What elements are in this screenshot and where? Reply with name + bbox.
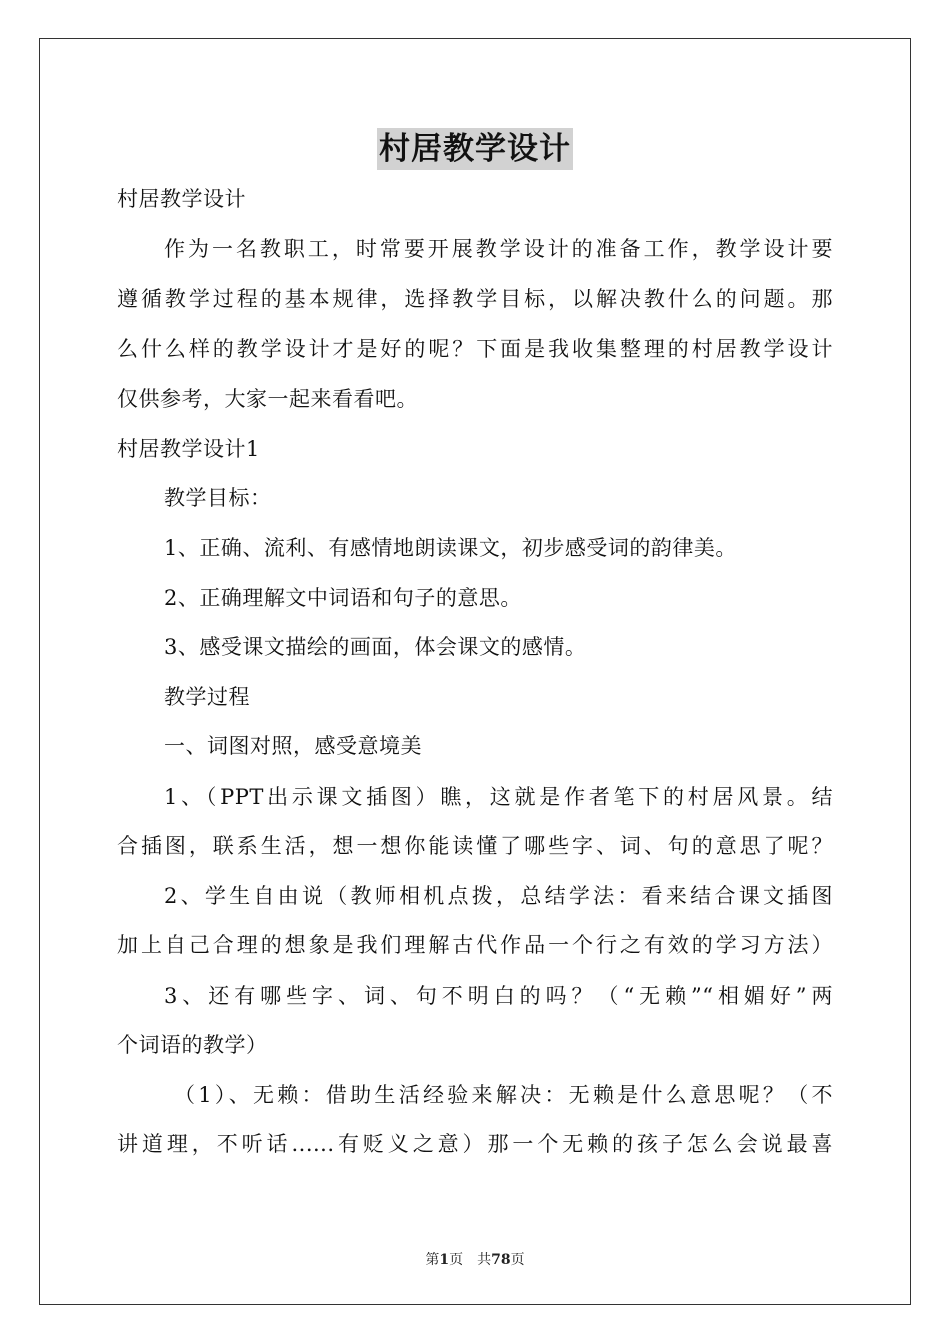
paragraph-line: 讲道理，不听话......有贬义之意）那一个无赖的孩子怎么会说最喜 [117, 1132, 833, 1156]
total-suffix: 页 [510, 1252, 525, 1268]
document-title-text: 村居教学设计 [377, 128, 573, 170]
paragraph-line: 1、（PPT出示课文插图）瞧，这就是作者笔下的村居风景。结 [164, 785, 833, 809]
page-suffix: 页 [449, 1252, 464, 1268]
paragraph-line: （1）、无赖：借助生活经验来解决：无赖是什么意思呢？（不 [174, 1083, 833, 1107]
paragraph-line: 一、词图对照，感受意境美 [164, 734, 422, 758]
page-prefix: 第 [425, 1252, 440, 1268]
list-item: 1、正确、流利、有感情地朗读课文，初步感受词的韵律美。 [164, 536, 737, 560]
paragraph-line: 3、还有哪些字、词、句不明白的吗？（“无赖”“相媚好”两 [164, 984, 833, 1008]
paragraph-line: 个词语的教学） [117, 1033, 268, 1057]
paragraph-line: 作为一名教职工，时常要开展教学设计的准备工作，教学设计要 [164, 237, 833, 261]
section-heading: 村居教学设计 [117, 187, 246, 211]
list-item: 2、正确理解文中词语和句子的意思。 [164, 586, 522, 610]
paragraph-line: 教学目标： [164, 486, 272, 510]
paragraph-line: 教学过程 [164, 685, 250, 709]
paragraph-line: 加上自己合理的想象是我们理解古代作品一个行之有效的学习方法） [117, 933, 833, 957]
section-heading: 村居教学设计1 [117, 437, 260, 461]
page-number: 1 [439, 1252, 450, 1268]
page-border [39, 38, 911, 1305]
paragraph-line: 2、学生自由说（教师相机点拨，总结学法：看来结合课文插图 [164, 884, 833, 908]
page-footer [0, 1251, 950, 1269]
total-prefix: 共 [477, 1252, 492, 1268]
total-pages: 78 [491, 1252, 511, 1268]
paragraph-line: 遵循教学过程的基本规律，选择教学目标，以解决教什么的问题。那 [117, 287, 833, 311]
paragraph-line: 么什么样的教学设计才是好的呢？下面是我收集整理的村居教学设计 [117, 337, 833, 361]
document-title [0, 128, 950, 170]
list-item: 3、感受课文描绘的画面，体会课文的感情。 [164, 635, 587, 659]
paragraph-line: 仅供参考，大家一起来看看吧。 [117, 387, 418, 411]
paragraph-line: 合插图，联系生活，想一想你能读懂了哪些字、词、句的意思了呢？ [117, 834, 833, 858]
